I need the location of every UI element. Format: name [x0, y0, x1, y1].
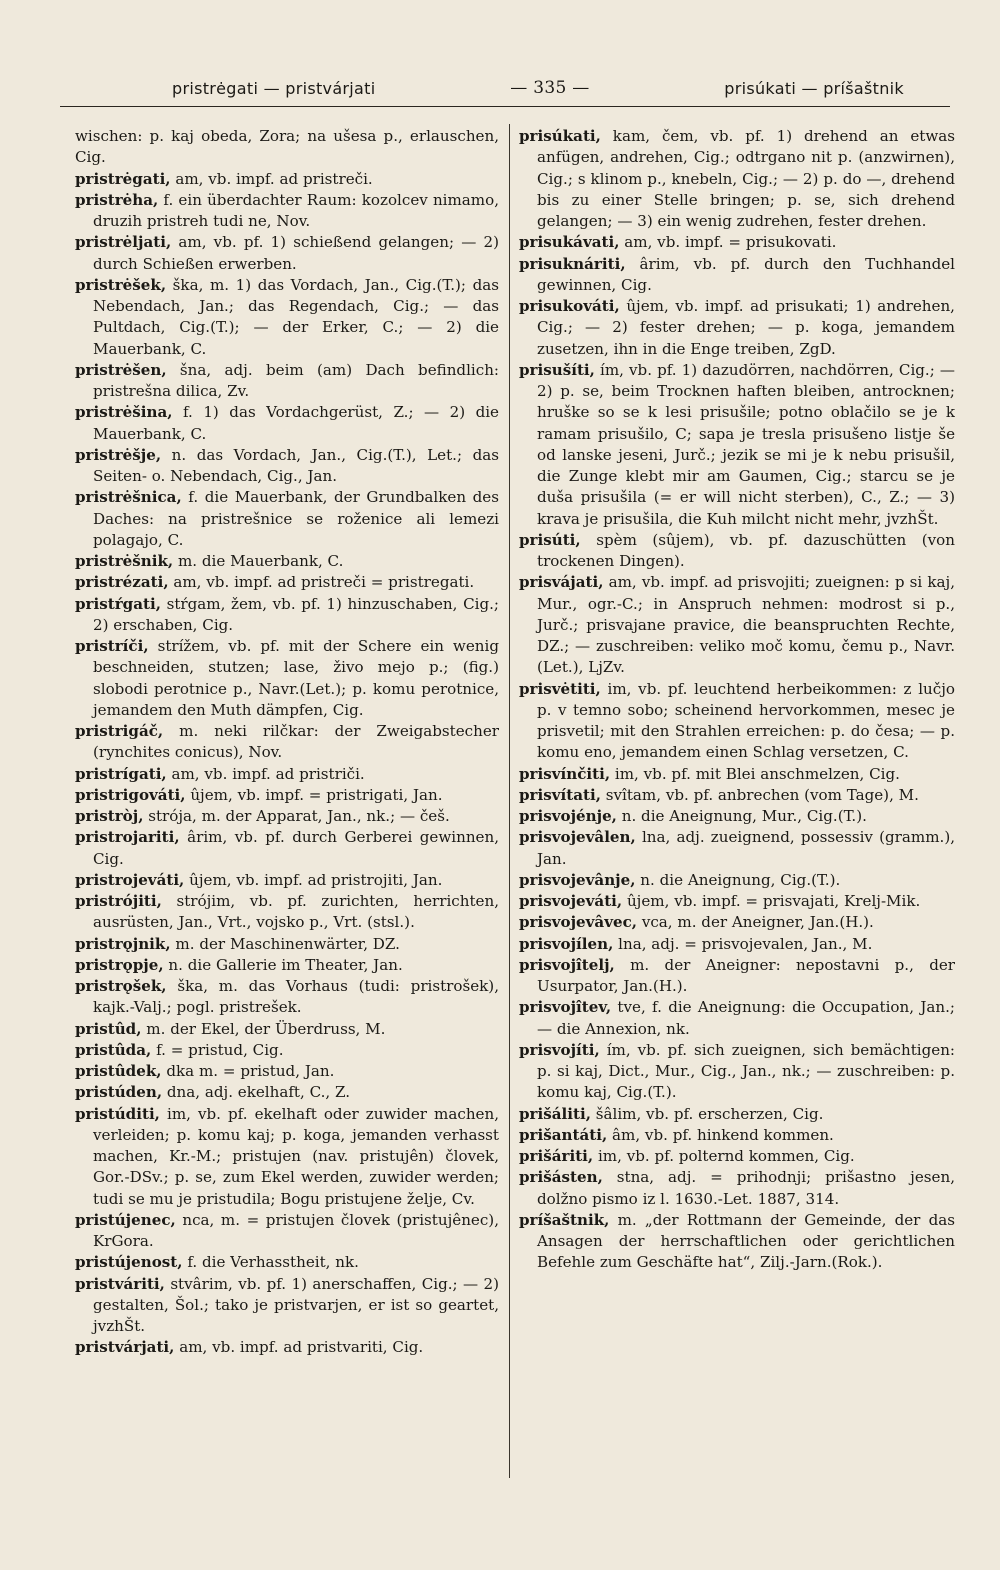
entry-definition: m. der Maschinenwärter, DZ. — [170, 934, 400, 953]
entry-headword: pristrigováti, — [75, 785, 186, 804]
entry-headword: pristújenec, — [75, 1210, 176, 1229]
dictionary-entry — [75, 1082, 499, 1103]
entry-definition: strížem, vb. pf. mit der Schere ein wenig beschneiden, stutzen; lase, živo mejo p.; (fig.) slobodi perotnice p., Navr.(Let.); p. komu perotnice, jemandem den Muth dämpfen, Cig. — [93, 637, 499, 719]
dictionary-entry — [75, 870, 499, 891]
entry-definition: m. der Ekel, der Überdruss, M. — [141, 1019, 386, 1038]
dictionary-entry — [75, 934, 499, 955]
entry-headword: pristrėšnik, — [75, 552, 174, 570]
entry-definition: ârim, vb. pf. durch den Tuchhandel gewinnen, Cig. — [537, 254, 955, 294]
entry-definition: am, vb. pf. 1) schießend gelangen; — 2) durch Schießen erwerben. — [93, 233, 499, 273]
entry-headword: prisukováti, — [519, 297, 620, 315]
entry-headword: prisúti, — [519, 530, 581, 549]
entry-definition: m. die Mauerbank, C. — [173, 552, 344, 570]
entry-definition: am, vb. impf. ad pristreči. — [170, 169, 373, 188]
dictionary-entry — [75, 764, 499, 785]
dictionary-entry — [519, 254, 955, 297]
entry-definition: wischen: p. kaj obeda, Zora; na ušesa p., erlauschen, Cig. — [75, 127, 499, 167]
dictionary-entry — [519, 1125, 955, 1146]
entry-headword: prisvojénje, — [519, 807, 617, 825]
page-number: — 335 — — [510, 78, 590, 98]
entry-headword: pristrėljati, — [75, 233, 172, 252]
dictionary-entry — [519, 1210, 955, 1274]
entry-headword: pristrójiti, — [75, 892, 162, 910]
dictionary-entry — [75, 1019, 499, 1040]
entry-headword: pristrojariti, — [75, 828, 180, 847]
dictionary-entry — [519, 360, 955, 530]
entry-headword: pristrėšek, — [75, 275, 167, 294]
entry-headword: pristrǫjnik, — [75, 934, 171, 953]
running-header — [60, 70, 950, 107]
entry-definition: šâlim, vb. pf. erscherzen, Cig. — [590, 1104, 824, 1123]
entry-headword: pristújenost, — [75, 1253, 183, 1272]
entry-definition: f. = pristud, Cig. — [151, 1040, 284, 1059]
dictionary-entry — [519, 934, 955, 955]
dictionary-entry — [519, 530, 955, 573]
entry-headword: pristrigáč, — [75, 722, 164, 740]
entry-headword: pristvárjati, — [75, 1338, 175, 1357]
header-right-guide-words: prisúkati — príšaštnik — [724, 78, 904, 98]
entry-definition: f. die Verhasstheit, nk. — [182, 1253, 359, 1272]
entry-definition: ârim, vb. pf. durch Gerberei gewinnen, Cig. — [93, 828, 499, 868]
dictionary-entry — [519, 296, 955, 360]
entry-headword: pristrojeváti, — [75, 870, 185, 889]
entry-headword: pristúden, — [75, 1083, 163, 1102]
entry-definition: am, vb. impf. ad pristriči. — [166, 764, 365, 783]
entry-definition: m. der Aneigner: nepostavni p., der Usurpator, Jan.(H.). — [537, 955, 955, 995]
entry-headword: prišáriti, — [519, 1147, 594, 1165]
entry-definition: n. die Aneignung, Mur., Cig.(T.). — [616, 807, 867, 825]
dictionary-entry — [519, 764, 955, 785]
entry-definition: f. 1) das Vordachgerüst, Z.; — 2) die Mauerbank, C. — [93, 403, 499, 443]
entry-headword: prisuknáriti, — [519, 254, 626, 273]
entry-headword: príšaštnik, — [519, 1210, 610, 1229]
entry-definition: strójim, vb. pf. zurichten, herrichten, ausrüsten, Jan., Vrt., vojsko p., Vrt. (stsl.). — [93, 892, 499, 932]
entry-definition: am, vb. impf. ad prisvojiti; zueignen: p si kaj, Mur., ogr.-C.; in Anspruch nehmen: modrost si p., Jurč.; prisvajane pravice, die beanspruchten Rechte, DZ.; — zuschreiben: veliko moč komu, čemu p., Navr.(Let.), LjZv. — [537, 573, 955, 677]
entry-headword: pristûda, — [75, 1040, 152, 1059]
dictionary-entry — [75, 126, 499, 169]
dictionary-entry — [519, 827, 955, 870]
dictionary-entry — [75, 445, 499, 488]
entry-headword: prisvojevânje, — [519, 870, 636, 889]
entry-definition: ím, vb. pf. sich zueignen, sich bemächtigen: p. si kaj, Dict., Mur., Cig., Jan., nk.; — zuschreiben: p. komu kaj, Cig.(T.). — [537, 1040, 955, 1102]
entry-headword: prisvítati, — [519, 785, 601, 804]
dictionary-entry — [75, 1210, 499, 1253]
entry-definition: strója, m. der Apparat, Jan., nk.; — češ. — [143, 807, 450, 825]
dictionary-entry — [75, 785, 499, 806]
dictionary-entry — [519, 232, 955, 253]
column-divider — [509, 124, 510, 1478]
entry-definition: am, vb. impf. = prisukovati. — [619, 233, 837, 252]
entry-definition: ûjem, vb. impf. = prisvajati, Krelj-Mik. — [622, 892, 921, 910]
entry-definition: stvârim, vb. pf. 1) anerschaffen, Cig.; — 2) gestalten, Šol.; tako je pristvarjen, er ist so geartet, jvzhŠt. — [93, 1274, 499, 1335]
entry-headword: prisvojevâlen, — [519, 828, 636, 847]
entry-definition: ûjem, vb. impf. ad pristrojiti, Jan. — [184, 870, 443, 889]
dictionary-entry — [75, 402, 499, 445]
dictionary-entry — [75, 190, 499, 233]
dictionary-entry — [519, 679, 955, 764]
dictionary-entry — [519, 912, 955, 933]
entry-definition: ím, vb. pf. 1) dazudörren, nachdörren, Cig.; — 2) p. se, beim Trocknen haften bleiben, antrocknen; hruške so se k lesi prisušile; potno oblačilo se je k ramam prisušilo, C; sapa je tresla prisušeno listje še od lanske jeseni, Jurč.; jezik se mi je k nebu prisušil, die Zunge klebt mir am Gaumen, Cig.; starcu se je duša prisušila (= er will nicht sterben), C., Z.; — 3) krava je prisušila, die Kuh milcht nicht mehr, jvzhŠt. — [537, 360, 955, 528]
entry-headword: prišáliti, — [519, 1104, 591, 1123]
entry-definition: ška, m. 1) das Vordach, Jan., Cig.(T.); das Nebendach, Jan.; das Regendach, Cig.; — das Pultdach, Cig.(T.); — der Erker, C.; — 2) die Mauerbank, C. — [93, 275, 499, 358]
entry-headword: pristŕgati, — [75, 594, 161, 613]
entry-headword: prišantáti, — [519, 1125, 608, 1144]
entry-headword: pristúditi, — [75, 1104, 160, 1123]
dictionary-entry — [519, 1146, 955, 1167]
dictionary-entry — [75, 827, 499, 870]
entry-headword: prisvojîtelj, — [519, 955, 615, 974]
entry-definition: im, vb. pf. polternd kommen, Cig. — [593, 1147, 855, 1165]
entry-headword: prisvínčiti, — [519, 764, 611, 783]
dictionary-entry — [75, 721, 499, 764]
entry-definition: lna, adj. = prisvojevalen, Jan., M. — [613, 934, 873, 953]
dictionary-entry — [75, 1061, 499, 1082]
dictionary-entry — [75, 275, 499, 360]
entry-headword: prisvojíti, — [519, 1040, 600, 1059]
entry-headword: prisvojeváti, — [519, 892, 623, 910]
dictionary-entry — [519, 572, 955, 678]
dictionary-entry — [75, 594, 499, 637]
entry-definition: stna, adj. = prihodnji; prišastno jesen, dolžno pismo iz l. 1630.-Let. 1887, 314. — [537, 1168, 955, 1208]
entry-headword: pristrǫšek, — [75, 977, 167, 995]
entry-definition: šna, adj. beim (am) Dach befindlich: pristrešna dilica, Zv. — [93, 360, 499, 400]
dictionary-entry — [519, 1167, 955, 1210]
entry-headword: pristrǫpje, — [75, 955, 164, 974]
entry-definition: im, vb. pf. mit Blei anschmelzen, Cig. — [610, 764, 900, 783]
entry-headword: prisvėtiti, — [519, 679, 601, 698]
entry-headword: pristrėha, — [75, 190, 159, 209]
entry-definition: tve, f. die Aneignung: die Occupation, Jan.; — die Annexion, nk. — [537, 998, 955, 1038]
dictionary-entry — [75, 1274, 499, 1338]
entry-headword: pristròj, — [75, 807, 144, 825]
entry-headword: pristríči, — [75, 637, 149, 655]
entry-definition: spèm (sûjem), vb. pf. dazuschütten (von trockenen Dingen). — [537, 530, 955, 570]
entry-headword: prisušíti, — [519, 360, 595, 379]
dictionary-entry — [75, 572, 499, 593]
dictionary-entry — [519, 1104, 955, 1125]
dictionary-entry — [75, 169, 499, 190]
entry-definition: f. ein überdachter Raum: kozolcev nimamo, druzih pristreh tudi ne, Nov. — [93, 190, 499, 230]
entry-definition: n. das Vordach, Jan., Cig.(T.), Let.; das Seiten- o. Nebendach, Cig., Jan. — [93, 445, 499, 485]
entry-definition: im, vb. pf. ekelhaft oder zuwider machen, verleiden; p. komu kaj; p. koga, jemanden verhasst machen, Kr.-M.; pristujen (nav. pristujên) človek, Gor.-DSv.; p. se, zum Ekel werden, zuwider werden; tudi se mu je pristudila; Bogu pristujene želje, Cv. — [93, 1104, 499, 1208]
entry-definition: am, vb. impf. ad pristreči = pristregati. — [168, 573, 475, 592]
dictionary-entry — [75, 487, 499, 551]
dictionary-entry — [75, 976, 499, 1019]
entry-definition: am, vb. impf. ad pristvariti, Cig. — [174, 1338, 424, 1357]
dictionary-entry — [519, 997, 955, 1040]
entry-headword: prišásten, — [519, 1168, 603, 1187]
entry-headword: pristûd, — [75, 1019, 142, 1038]
dictionary-entry — [75, 1104, 499, 1210]
entry-definition: m. „der Rottmann der Gemeinde, der das Ansagen der herrschaftlichen oder gerichtlichen Befehle zum Geschäfte hat“, Zilj.-Jarn.(Rok.). — [537, 1210, 955, 1272]
dictionary-entry — [519, 955, 955, 998]
dictionary-entry — [75, 360, 499, 403]
entry-definition: vca, m. der Aneigner, Jan.(H.). — [637, 913, 874, 932]
entry-definition: dna, adj. ekelhaft, C., Z. — [162, 1083, 351, 1102]
entry-headword: prisvojevâvec, — [519, 913, 638, 932]
entry-headword: pristrézati, — [75, 573, 169, 592]
dictionary-entry — [519, 806, 955, 827]
entry-definition: kam, čem, vb. pf. 1) drehend an etwas anfügen, andrehen, Cig.; odtrgano nit p. (anzwirnen), Cig.; s klinom p., knebeln, Cig.; — 2) p. do —, drehend bis zu einer Stelle bringen; p. se, sich drehend gelangen; — 3) ein wenig zudrehen, fester drehen. — [537, 127, 955, 230]
entry-definition: ûjem, vb. impf. = pristrigati, Jan. — [185, 785, 443, 804]
entry-headword: pristrígati, — [75, 764, 167, 783]
header-left-guide-words: pristrėgati — pristvárjati — [172, 78, 376, 98]
dictionary-entry — [519, 870, 955, 891]
dictionary-entry — [75, 806, 499, 827]
entry-definition: n. die Aneignung, Cig.(T.). — [635, 870, 841, 889]
entry-definition: ška, m. das Vorhaus (tudi: pristrošek), kajk.-Valj.; pogl. pristrešek. — [93, 977, 499, 1017]
entry-headword: pristrėšje, — [75, 445, 162, 464]
dictionary-entry — [75, 551, 499, 572]
entry-headword: prisvojîtev, — [519, 998, 612, 1017]
entry-definition: stŕgam, žem, vb. pf. 1) hinzuschaben, Cig.; 2) erschaben, Cig. — [93, 594, 499, 634]
dictionary-entry — [519, 1040, 955, 1104]
dictionary-entry — [75, 891, 499, 934]
dictionary-entry — [519, 785, 955, 806]
right-column — [519, 126, 955, 1478]
entry-definition: n. die Gallerie im Theater, Jan. — [163, 955, 403, 974]
entry-headword: prisvojílen, — [519, 934, 614, 953]
entry-headword: pristrėšina, — [75, 403, 173, 422]
entry-definition: dka m. = pristud, Jan. — [161, 1062, 335, 1080]
dictionary-entry — [75, 1040, 499, 1061]
dictionary-entry — [75, 636, 499, 721]
entry-definition: âm, vb. pf. hinkend kommen. — [607, 1125, 834, 1144]
entry-headword: prisukávati, — [519, 233, 620, 252]
entry-headword: prisúkati, — [519, 127, 601, 145]
entry-headword: pristváriti, — [75, 1274, 165, 1293]
entry-headword: pristûdek, — [75, 1062, 162, 1080]
entry-headword: pristrėgati, — [75, 169, 171, 188]
entry-definition: im, vb. pf. leuchtend herbeikommen: z lučjo p. v temno sobo; scheinend hervorkommen, mesec je prisvetil; mit den Strahlen erreichen: p. do česa; — p. komu eno, jemandem einen Schlag versetzen, C. — [537, 679, 955, 762]
entry-headword: pristrėšnica, — [75, 488, 182, 507]
left-column — [75, 126, 499, 1478]
entry-headword: prisvájati, — [519, 573, 604, 592]
entry-definition: m. neki rilčkar: der Zweigabstecher (rynchites conicus), Nov. — [93, 722, 499, 762]
entry-definition: svîtam, vb. pf. anbrechen (vom Tage), M. — [600, 785, 919, 804]
entry-definition: ûjem, vb. impf. ad prisukati; 1) andrehen, Cig.; — 2) fester drehen; — p. koga, jemandem zusetzen, ihn in die Enge treiben, ZgD. — [537, 297, 955, 358]
dictionary-entry — [75, 955, 499, 976]
dictionary-entry — [519, 891, 955, 912]
entry-definition: lna, adj. zueignend, possessiv (gramm.), Jan. — [537, 828, 955, 868]
entry-headword: pristrėšen, — [75, 360, 167, 379]
dictionary-entry — [75, 1337, 499, 1358]
entry-definition: nca, m. = pristujen človek (pristujênec), KrGora. — [93, 1210, 499, 1250]
dictionary-entry — [75, 1252, 499, 1273]
dictionary-entry — [519, 126, 955, 232]
entry-definition: f. die Mauerbank, der Grundbalken des Daches: na pristrešnice se roženice ali lemezi polagajo, C. — [93, 488, 499, 549]
dictionary-entry — [75, 232, 499, 275]
